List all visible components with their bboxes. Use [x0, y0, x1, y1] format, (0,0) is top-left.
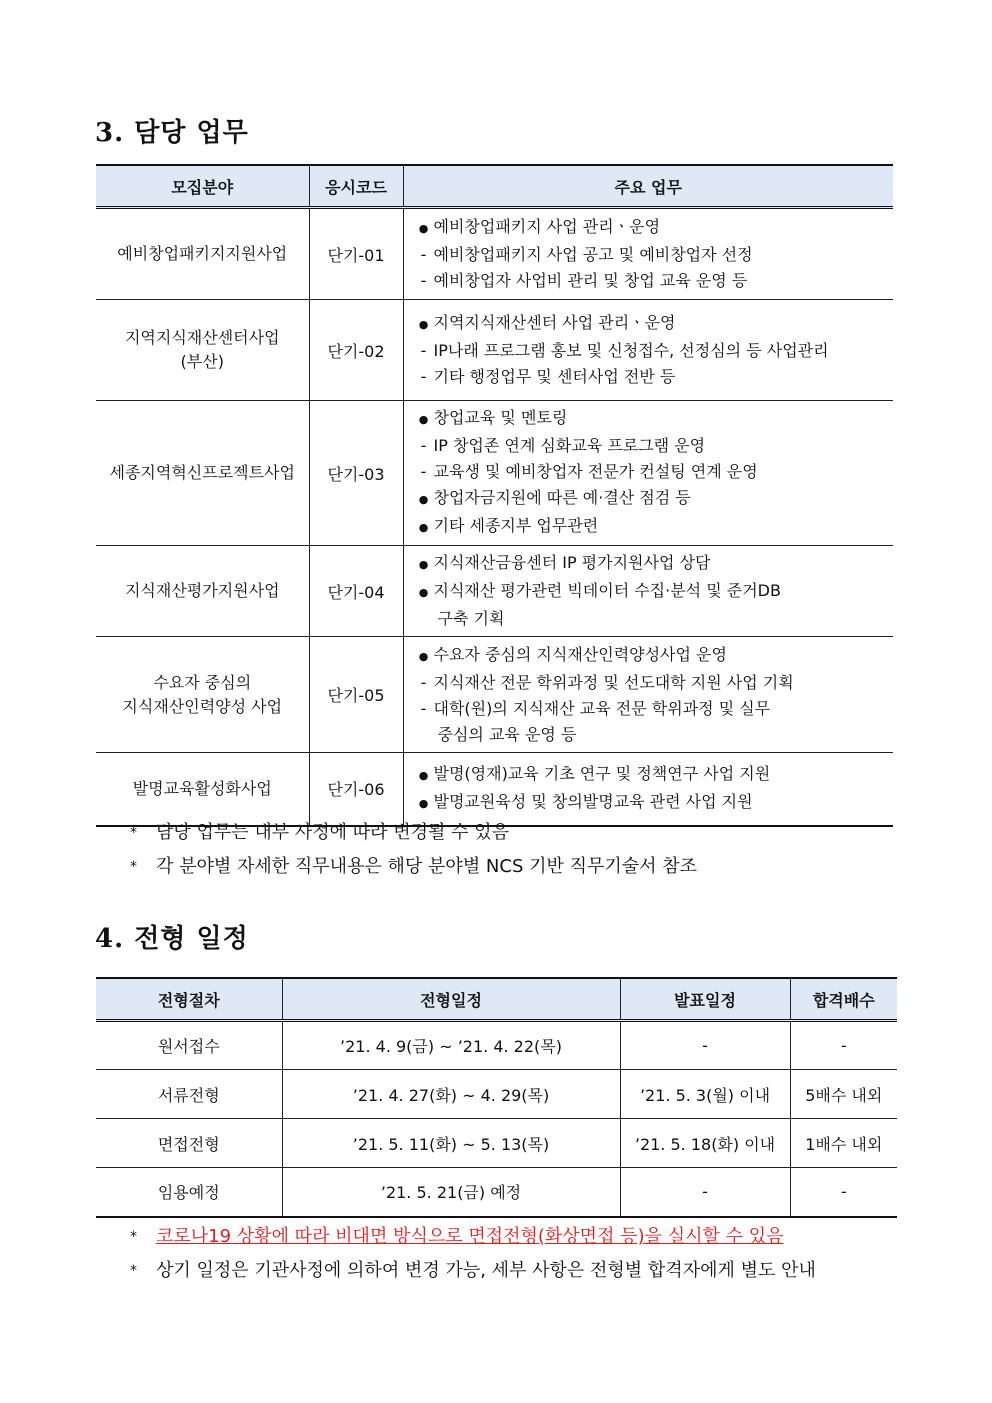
duties-cell: [403, 300, 893, 401]
dash-icon: -: [420, 698, 427, 718]
header-duties: 주요 업무: [403, 165, 893, 208]
duties-row: [96, 300, 893, 401]
duties-cell: [403, 208, 893, 300]
duty-text: 중심의 교육 운영 등: [437, 724, 577, 744]
duty-text: 발명교원육성 및 창의발명교육 관련 사업 지원: [433, 791, 753, 811]
duty-line: [414, 485, 886, 513]
schedule-table-header: [96, 978, 897, 1021]
schedule-row: [96, 1119, 897, 1168]
header-multiple: 합격배수: [790, 978, 897, 1021]
bullet-icon: ●: [418, 222, 429, 235]
duty-text: 예비창업패키지 사업 공고 및 예비창업자 선정: [433, 245, 753, 264]
duties-row: [96, 401, 893, 546]
duty-line: [414, 513, 886, 541]
duty-text: 교육생 및 예비창업자 전문가 컨설팅 연계 운영: [433, 462, 758, 481]
duty-line: [414, 550, 886, 578]
duty-text: 창업자금지원에 따른 예·결산 점검 등: [433, 488, 691, 507]
schedule-cell: ’21. 4. 9(금) ~ ’21. 4. 22(목): [282, 1021, 620, 1070]
duties-table: [96, 164, 893, 827]
duty-line: [414, 789, 886, 817]
duty-line: [414, 405, 886, 433]
announcement-cell: -: [620, 1021, 790, 1070]
header-code: 응시코드: [309, 165, 403, 208]
multiple-cell: 5배수 내외: [790, 1070, 897, 1119]
field-cell: 수요자 중심의 지식재산인력양성 사업: [96, 637, 309, 753]
duty-line: [414, 670, 886, 696]
code-cell: 단기-06: [309, 753, 403, 826]
note: [130, 1220, 816, 1254]
duties-cell: [403, 637, 893, 753]
dash-icon: -: [420, 367, 427, 386]
dash-icon: -: [420, 245, 427, 264]
schedule-row: [96, 1021, 897, 1070]
duty-line: [414, 338, 886, 364]
bullet-icon: ●: [418, 586, 429, 599]
schedule-table: [96, 977, 897, 1218]
duty-line: [414, 268, 886, 294]
duties-cell: [403, 401, 893, 546]
field-cell: 세종지역혁신프로젝트사업: [96, 401, 309, 546]
multiple-cell: -: [790, 1021, 897, 1070]
section-3-notes: [130, 816, 697, 884]
bullet-icon: ●: [418, 521, 429, 534]
note: * 각 분야별 자세한 직무내용은 해당 분야별 NCS 기반 직무기술서 참조: [130, 850, 697, 884]
duty-line: [414, 242, 886, 268]
duties-row: [96, 208, 893, 300]
asterisk-icon: *: [130, 825, 137, 841]
note: * 담당 업무는 내부 사정에 따라 변경될 수 있음: [130, 816, 697, 850]
bullet-icon: ●: [418, 413, 429, 426]
dash-icon: -: [420, 436, 427, 455]
field-cell: 발명교육활성화사업: [96, 753, 309, 826]
duty-text: 창업교육 및 멘토링: [433, 408, 568, 427]
multiple-cell: -: [790, 1168, 897, 1217]
field-cell: 지역지식재산센터사업 (부산): [96, 300, 309, 401]
duty-text: 기타 세종지부 업무관련: [433, 516, 599, 535]
schedule-cell: ’21. 5. 21(금) 예정: [282, 1168, 620, 1217]
duty-text: 예비창업패키지 사업 관리ㆍ운영: [433, 217, 661, 236]
duty-text: 지식재산 평가관련 빅데이터 수집·분석 및 준거DB: [433, 581, 781, 600]
duty-line: [414, 578, 886, 606]
stage-cell: 임용예정: [96, 1168, 282, 1217]
announcement-cell: ’21. 5. 3(월) 이내: [620, 1070, 790, 1119]
duty-line: [414, 214, 886, 242]
duty-line: [414, 310, 886, 338]
code-cell: 단기-02: [309, 300, 403, 401]
asterisk-icon: *: [130, 1263, 137, 1279]
bullet-icon: ●: [418, 558, 429, 571]
bullet-icon: ●: [418, 796, 429, 810]
asterisk-icon: *: [130, 859, 137, 875]
duty-text: 기타 행정업무 및 센터사업 전반 등: [433, 367, 676, 386]
multiple-cell: 1배수 내외: [790, 1119, 897, 1168]
duties-cell: [403, 753, 893, 826]
warning-note: 코로나19 상황에 따라 비대면 방식으로 면접전형(화상면접 등)을 실시할 수 있음: [156, 1226, 784, 1247]
duty-text: 수요자 중심의 지식재산인력양성사업 운영: [433, 644, 727, 664]
code-cell: 단기-05: [309, 637, 403, 753]
duty-text: 지식재산 전문 학위과정 및 선도대학 지원 사업 기획: [433, 672, 794, 692]
field-cell: 지식재산평가지원사업: [96, 546, 309, 637]
dash-icon: -: [420, 271, 427, 290]
section-4-title: 4. 전형 일정: [95, 924, 249, 954]
header-schedule: 전형일정: [282, 978, 620, 1021]
duties-table-header: [96, 165, 893, 208]
duty-text: 구축 기획: [437, 609, 505, 628]
duties-row: [96, 753, 893, 826]
stage-cell: 원서접수: [96, 1021, 282, 1070]
schedule-row: [96, 1168, 897, 1217]
code-cell: 단기-01: [309, 208, 403, 300]
duty-line: [414, 722, 886, 748]
bullet-icon: ●: [418, 318, 429, 331]
duty-text: 지역지식재산센터 사업 관리ㆍ운영: [433, 313, 676, 332]
duty-line: [414, 642, 886, 670]
field-cell: 예비창업패키지지원사업: [96, 208, 309, 300]
duty-line: [414, 364, 886, 390]
duty-text: 지식재산금융센터 IP 평가지원사업 상담: [433, 553, 711, 572]
schedule-cell: ’21. 5. 11(화) ~ 5. 13(목): [282, 1119, 620, 1168]
schedule-cell: ’21. 4. 27(화) ~ 4. 29(목): [282, 1070, 620, 1119]
bullet-icon: ●: [418, 649, 429, 663]
duty-line: [414, 433, 886, 459]
stage-cell: 면접전형: [96, 1119, 282, 1168]
schedule-row: [96, 1070, 897, 1119]
dash-icon: -: [420, 672, 427, 692]
duties-row: [96, 546, 893, 637]
asterisk-icon: *: [130, 1229, 137, 1245]
header-stage: 전형절차: [96, 978, 282, 1021]
duties-row: [96, 637, 893, 753]
duty-line: [414, 761, 886, 789]
announcement-cell: ’21. 5. 18(화) 이내: [620, 1119, 790, 1168]
duty-text: 발명(영재)교육 기초 연구 및 정책연구 사업 지원: [433, 763, 771, 783]
stage-cell: 서류전형: [96, 1070, 282, 1119]
section-3-title: 3. 담당 업무: [95, 118, 249, 148]
announcement-cell: -: [620, 1168, 790, 1217]
dash-icon: -: [420, 462, 427, 481]
bullet-icon: ●: [418, 768, 429, 782]
bullet-icon: ●: [418, 493, 429, 506]
duty-text: IP 창업존 연계 심화교육 프로그램 운영: [433, 436, 706, 455]
section-4-notes: [130, 1220, 816, 1288]
duty-line: [414, 606, 886, 632]
duty-text: IP나래 프로그램 홍보 및 신청접수, 선정심의 등 사업관리: [433, 341, 829, 360]
code-cell: 단기-03: [309, 401, 403, 546]
note: * 상기 일정은 기관사정에 의하여 변경 가능, 세부 사항은 전형별 합격자에게 별도 안내: [130, 1254, 816, 1288]
duty-text: 예비창업자 사업비 관리 및 창업 교육 운영 등: [433, 271, 748, 290]
header-announcement: 발표일정: [620, 978, 790, 1021]
duty-text: 대학(원)의 지식재산 교육 전문 학위과정 및 실무: [433, 698, 771, 718]
duties-cell: [403, 546, 893, 637]
code-cell: 단기-04: [309, 546, 403, 637]
duty-line: [414, 696, 886, 722]
header-field: 모집분야: [96, 165, 309, 208]
duty-line: [414, 459, 886, 485]
dash-icon: -: [420, 341, 427, 360]
